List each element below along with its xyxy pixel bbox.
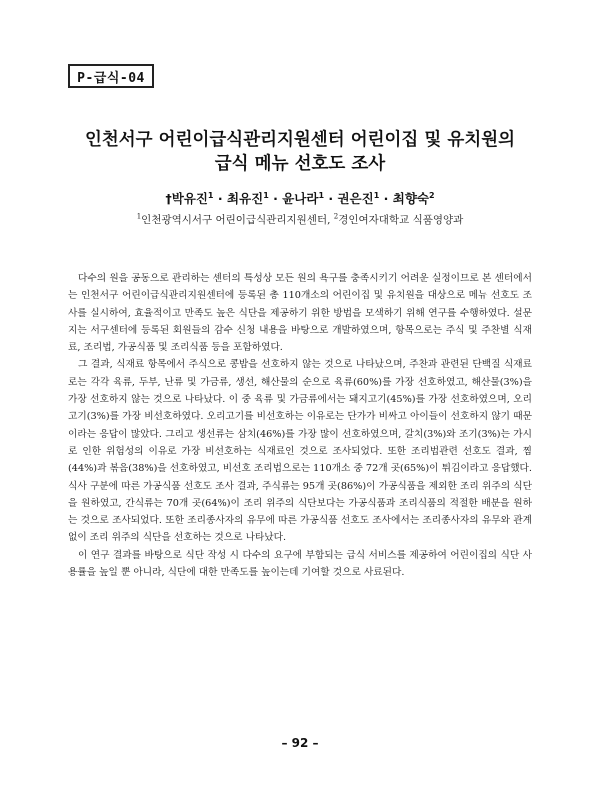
author-name: 윤나라: [282, 191, 319, 206]
author-separator: ·: [213, 191, 227, 206]
author-name: 최유진: [226, 191, 264, 206]
title-line-1: 인천서구 어린이급식관리지원센터 어린이집 및 유치원의: [84, 130, 516, 150]
author-affil-sup: 2: [428, 190, 435, 200]
author-affil-sup: 1: [373, 190, 380, 200]
author-affil-sup: 1: [263, 190, 269, 200]
author-affil-sup: 1: [318, 190, 325, 200]
paragraph-1: 다수의 원을 공동으로 관리하는 센터의 특성상 모든 원의 욕구를 충족시키기 어려운 실정이므로 본 센터에서는 인천서구 어린이급식관리지원센터에 등록된 총 110개소의 어린이집 및 유치원을 대상으로 메뉴 선호도 조사를 실시하여, 효율적이고 만족도 높은 식단을 제공하기 위한 방법을 모색하기 위해 연구를 수행하였다. 설문지는 서구센터에 등록된 회원들의 감수 신청 내용을 바탕으로 개발하였으며, 항목으로는 주식 및 주찬별 식재료, 조리법, 가공식품 및 조리식품 등을 포함하였다.: [68, 273, 532, 354]
affiliation-1: 인천광역시서구 어린이급식관리지원센터,: [141, 214, 331, 226]
author-separator: ·: [268, 191, 283, 206]
author-name: 권은진: [337, 191, 374, 206]
paragraph-3: 이 연구 결과를 바탕으로 식단 작성 시 다수의 요구에 부합되는 급식 서비스를 제공하여 어린이집의 식단 사용률을 높일 뿐 아니라, 식단에 대한 만족도를 높이는데 기여할 것으로 사료된다.: [68, 549, 532, 579]
author-corresponding-mark: †: [165, 191, 172, 206]
author-separator: ·: [379, 191, 393, 206]
affil-sup: 1: [136, 212, 142, 221]
author-name: 최향숙: [392, 191, 429, 206]
title-line-2: 급식 메뉴 선호도 조사: [214, 154, 386, 174]
author-list: [40, 189, 560, 207]
paragraph-2: 그 결과, 식재료 항목에서 주식으로 콩밥을 선호하지 않는 것으로 나타났으며, 주찬과 관련된 단백질 식재료로는 각각 육류, 두부, 난류 및 가금류, 생선, 해산물의 순으로 육류(60%)를 가장 선호하였고, 해산물(3%)을 가장 선호하지 않는 것으로 나타났다. 이 중 육류 및 가금류에서는 돼지고기(45%)를 가장 선호하였으며, 오리고기(3%)를 가장 비선호하였다. 오리고기를 비선호하는 이유로는 단가가 비싸고 아이들이 선호하지 않기 때문이라는 응답이 많았다. 그리고 생선류는 삼치(46%)를 가장 많이 선호하였으며, 갈치(3%)와 조기(3%)는 가시로 인한 위험성의 이유로 가장 비선호하는 식재료인 것으로 조사되었다. 또한 조리법관련 선호도 결과, 찜(44%)과 볶음(38%)을 선호하였고, 비선호 조리법으로는 110개소 중 72개 곳(65%)이 튀김이라고 응답했다. 식사 구분에 따른 가공식품 선호도 조사 결과, 주식류는 95개 곳(86%)이 가공식품을 제외한 조리 위주의 식단을 원하였고, 간식류는 70개 곳(64%)이 조리 위주의 식단보다는 가공식품과 조리식품의 적절한 배분을 원하는 것으로 조사되었다. 또한 조리종사자의 유무에 따른 가공식품 선호도 조사에서는 조리종사자의 유무와 관계없이 조리 위주의 식단을 선호하는 것으로 나타났다.: [68, 359, 532, 544]
affil-sup: 2: [333, 212, 339, 221]
abstract-body: [68, 270, 532, 581]
affiliations: [40, 212, 560, 227]
author-affil-sup: 1: [207, 190, 214, 200]
author-separator: ·: [324, 191, 338, 206]
author-name: 박유진: [171, 191, 208, 206]
abstract-code-label: P-급식-04: [68, 64, 154, 88]
affiliation-2: 경인여자대학교 식품영양과: [338, 214, 464, 226]
page-number: – 92 –: [281, 736, 319, 750]
